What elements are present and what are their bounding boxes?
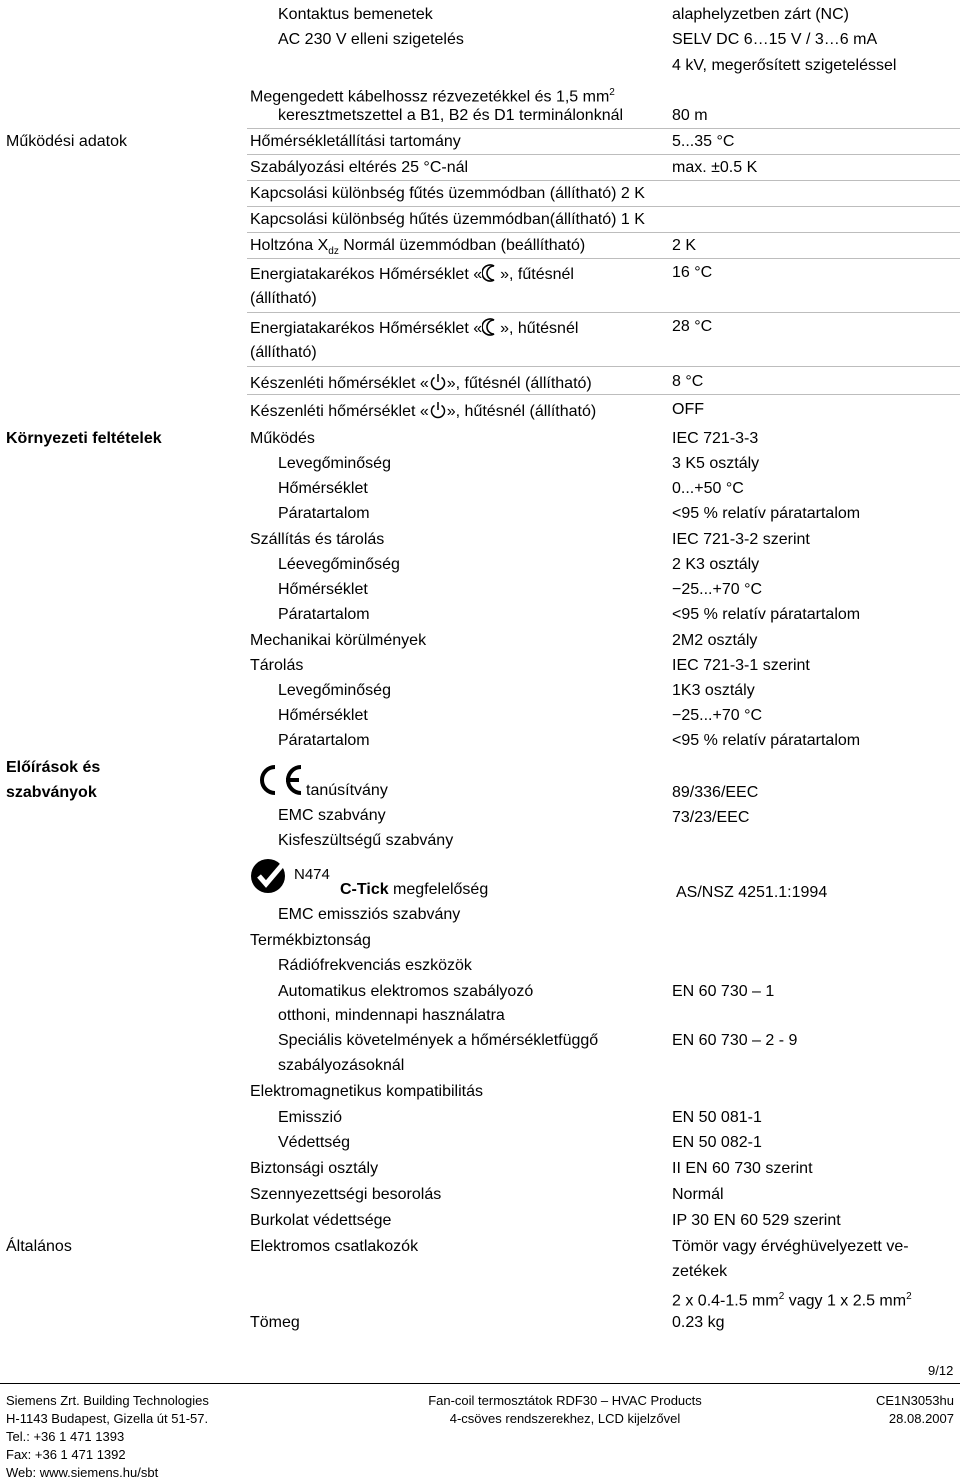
footer-company: Siemens Zrt. Building Technologies: [6, 1393, 209, 1408]
row-label-energiatakarekos-hutes-2: (állítható): [250, 344, 317, 361]
std-label-emisszio: Emisszió: [278, 1109, 343, 1126]
c-tick-icon: [250, 858, 290, 894]
row-value-holtzona: 2 K: [672, 237, 697, 254]
std-value-emc: 89/336/EEC: [672, 784, 759, 801]
row-value-energiatakarekos-hutes: 28 °C: [672, 318, 713, 335]
std-label-radiofrekvencias: Rádiófrekvenciás eszközök: [278, 957, 472, 974]
footer-tel: Tel.: +36 1 471 1393: [6, 1429, 125, 1444]
gen-label-burkolat: Burkolat védettsége: [250, 1212, 392, 1229]
std-value-automatikus: EN 60 730 – 1: [672, 983, 775, 1000]
footer-title-1: Fan-coil termosztátok RDF30 – HVAC Products: [428, 1393, 702, 1408]
row-label-holtzona: Holtzóna $X_{dz}$ Normál üzemmódban (beállítható): [250, 237, 586, 258]
divider: [247, 206, 960, 207]
std-value-vedettseg: EN 50 082-1: [672, 1134, 762, 1151]
row-label-szabalyozasi-elteres: Szabályozási eltérés 25 °C-nál: [250, 159, 469, 176]
row-value-keszenleti-hutes: OFF: [672, 401, 704, 418]
ce-mark-icon: [250, 763, 306, 797]
gen-value-szennyezettseg: Normál: [672, 1186, 724, 1203]
row-value-szabalyozasi-elteres: max. ±0.5 K: [672, 159, 758, 176]
divider: [247, 366, 960, 367]
row-value-kontaktus: alaphelyzetben zárt (NC): [672, 6, 849, 23]
footer-doc-id: CE1N3053hu: [875, 1393, 954, 1408]
env-value-homerseklet-3: −25...+70 °C: [672, 707, 763, 724]
divider: [247, 394, 960, 395]
footer-date: 28.08.2007: [888, 1411, 954, 1426]
section-kornyezeti-feltetelek: Környezeti feltételek: [6, 430, 162, 447]
row-label-keszenleti-futes: Készenléti hőmérséklet « », fűtésnél (állítható): [250, 375, 592, 392]
env-value-paratartalom-2: <95 % relatív páratartalom: [672, 606, 861, 623]
env-value-paratartalom-3: <95 % relatív páratartalom: [672, 732, 861, 749]
row-label-szigeteles: AC 230 V elleni szigetelés: [278, 31, 464, 48]
std-label-elektromagnetikus: Elektromagnetikus kompatibilitás: [250, 1083, 483, 1100]
std-label-automatikus: Automatikus elektromos szabályozó: [278, 983, 534, 1000]
gen-value-csatlakozok: Tömör vagy érvéghüvelyezett ve-: [672, 1238, 909, 1255]
row-value-homerseklet-tartomany: 5...35 °C: [672, 133, 735, 150]
row-label-energiatakarekos-futes: Energiatakarékos Hőmérséklet « », fűtésnél: [250, 266, 574, 283]
divider: [247, 232, 960, 233]
page-number: 9/12: [928, 1363, 954, 1378]
env-value-levegominoseg-3: 1K3 osztály: [672, 682, 755, 699]
row-kapcsolasi-futes: Kapcsolási különbség fűtés üzemmódban (állítható) 2 K: [250, 185, 645, 202]
env-label-mukodes: Működés: [250, 430, 315, 447]
std-label-termekbiztonsag: Termékbiztonság: [250, 932, 371, 949]
section-mukodesi-adatok: Működési adatok: [6, 133, 127, 150]
env-label-levegominoseg: Levegőminőség: [278, 455, 391, 472]
footer-title-2: 4-csöves rendszerekhez, LCD kijelzővel: [449, 1411, 681, 1426]
env-value-szallitas: IEC 721-3-2 szerint: [672, 531, 810, 548]
env-value-homerseklet: 0...+50 °C: [672, 480, 744, 497]
row-value-kabelhossz: 80 m: [672, 107, 708, 124]
footer-address: H-1143 Budapest, Gizella út 51-57.: [6, 1411, 209, 1426]
gen-value-csatlakozok-2: zetékek: [672, 1263, 728, 1280]
env-value-paratartalom: <95 % relatív páratartalom: [672, 505, 861, 522]
ctick-code: N474: [294, 866, 330, 883]
section-altalanos: Általános: [6, 1238, 72, 1255]
std-label-specialis: Speciális követelmények a hőmérsékletfüggő: [278, 1032, 599, 1049]
row-value-szigeteles-2: 4 kV, megerősített szigeteléssel: [672, 57, 897, 74]
row-value-energiatakarekos-futes: 16 °C: [672, 264, 713, 281]
section-eloirasok-line2: szabványok: [6, 784, 97, 801]
std-label-emc: EMC szabvány: [278, 807, 386, 824]
row-value-szigeteles: SELV DC 6…15 V / 3…6 mA: [672, 31, 878, 48]
divider: [247, 312, 960, 313]
env-label-tarolas: Tárolás: [250, 657, 304, 674]
footer-fax: Fax: +36 1 471 1392: [6, 1447, 126, 1462]
env-label-mechanikai: Mechanikai körülmények: [250, 632, 427, 649]
env-label-paratartalom-3: Páratartalom: [278, 732, 370, 749]
env-value-homerseklet-2: −25...+70 °C: [672, 581, 763, 598]
env-label-levegominoseg-3: Levegőminőség: [278, 682, 391, 699]
std-value-emisszio: EN 50 081-1: [672, 1109, 762, 1126]
env-value-mukodes: IEC 721-3-3: [672, 430, 759, 447]
std-value-ctick: AS/NSZ 4251.1:1994: [676, 884, 828, 901]
row-label-kontaktus: Kontaktus bemenetek: [278, 6, 433, 23]
env-label-levegominoseg-2: Léevegőminőség: [278, 556, 400, 573]
std-label-vedettseg: Védettség: [278, 1134, 351, 1151]
gen-value-csatlakozok-3: 2 x 0.4-1.5 $mm^2$ vagy 1 x 2.5 $mm^2$: [672, 1291, 912, 1310]
gen-value-burkolat: IP 30 EN 60 529 szerint: [672, 1212, 841, 1229]
gen-label-csatlakozok: Elektromos csatlakozók: [250, 1238, 419, 1255]
env-label-szallitas: Szállítás és tárolás: [250, 531, 385, 548]
divider: [247, 154, 960, 155]
section-eloirasok-line1: Előírások és: [6, 759, 101, 776]
env-value-tarolas: IEC 721-3-1 szerint: [672, 657, 810, 674]
moon-icon: [482, 264, 500, 282]
std-label-emc-emisszios: EMC emissziós szabvány: [278, 906, 461, 923]
env-value-levegominoseg-2: 2 K3 osztály: [672, 556, 760, 573]
std-label-tanusitvany: tanúsítvány: [306, 782, 388, 799]
std-value-specialis: EN 60 730 – 2 - 9: [672, 1032, 798, 1049]
gen-label-biztonsagi: Biztonsági osztály: [250, 1160, 379, 1177]
row-label-energiatakarekos-hutes: Energiatakarékos Hőmérséklet « », hűtésnél: [250, 320, 579, 337]
gen-label-tomeg: Tömeg: [250, 1314, 300, 1331]
gen-value-tomeg: 0.23 kg: [672, 1314, 725, 1331]
divider: [247, 180, 960, 181]
footer-divider: [0, 1383, 960, 1384]
std-value-kisfeszultsegu: 73/23/EEC: [672, 809, 750, 826]
std-label-otthoni: otthoni, mindennapi használatra: [278, 1007, 505, 1024]
standby-icon: [429, 401, 447, 419]
env-label-homerseklet: Hőmérséklet: [278, 480, 368, 497]
env-label-homerseklet-2: Hőmérséklet: [278, 581, 368, 598]
env-label-homerseklet-3: Hőmérséklet: [278, 707, 368, 724]
row-kapcsolasi-hutes: Kapcsolási különbség hűtés üzemmódban(állítható) 1 K: [250, 211, 645, 228]
row-label-energiatakarekos-futes-2: (állítható): [250, 290, 317, 307]
env-value-levegominoseg: 3 K5 osztály: [672, 455, 760, 472]
std-label-kisfeszultsegu: Kisfeszültségű szabvány: [278, 832, 454, 849]
gen-label-szennyezettseg: Szennyezettségi besorolás: [250, 1186, 442, 1203]
divider: [247, 258, 960, 259]
gen-value-biztonsagi: II EN 60 730 szerint: [672, 1160, 813, 1177]
std-label-szabalyozasoknal: szabályozásoknál: [278, 1057, 405, 1074]
env-label-paratartalom-2: Páratartalom: [278, 606, 370, 623]
env-value-mechanikai: 2M2 osztály: [672, 632, 758, 649]
row-label-kabelhossz: Megengedett kábelhossz rézvezetékkel és 1,5 $mm^2$: [250, 87, 615, 106]
moon-icon: [482, 318, 500, 336]
row-label-keszenleti-hutes: Készenléti hőmérséklet « », hűtésnél (állítható): [250, 403, 597, 420]
std-label-ctick: C-Tick megfelelőség: [340, 881, 489, 898]
row-value-keszenleti-futes: 8 °C: [672, 373, 704, 390]
row-label-kabelhossz-2: keresztmetszettel a B1, B2 és D1 terminálonknál: [278, 107, 624, 124]
footer-web: Web: www.siemens.hu/sbt: [6, 1465, 159, 1480]
divider: [247, 128, 960, 129]
row-label-homerseklet-tartomany: Hőmérsékletállítási tartomány: [250, 133, 461, 150]
standby-icon: [429, 373, 447, 391]
env-label-paratartalom: Páratartalom: [278, 505, 370, 522]
